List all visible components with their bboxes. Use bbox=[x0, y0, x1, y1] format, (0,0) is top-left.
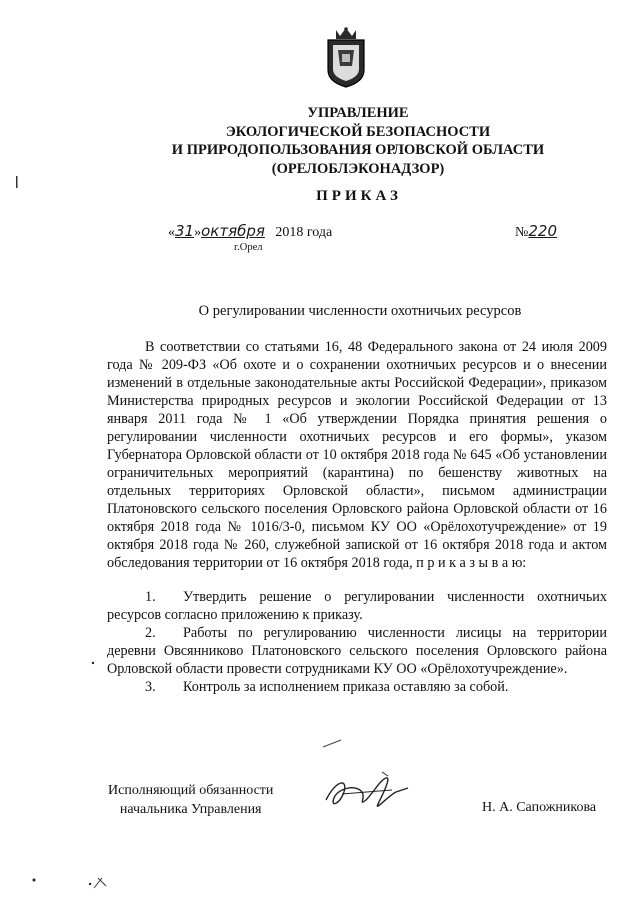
date-day: 31 bbox=[175, 222, 195, 240]
header-line: ЭКОЛОГИЧЕСКОЙ БЕЗОПАСНОСТИ bbox=[225, 123, 491, 140]
scan-speck-icon bbox=[30, 874, 130, 892]
item-text: Работы по регулированию численности лисицы на территории деревни Овсянниково Платоновского сельского поселения Орловского района Орловской области провести сотрудниками КУ ОО «Орёлохотучреждение». bbox=[107, 625, 607, 677]
number-value: 220 bbox=[528, 222, 557, 240]
subject-text: О регулировании численности охотничьих ресурсов bbox=[198, 303, 522, 319]
header-line: И ПРИРОДОПОЛЬЗОВАНИЯ ОРЛОВСКОЙ ОБЛАСТИ bbox=[171, 142, 545, 158]
item-number: 2. bbox=[145, 625, 156, 641]
preamble-paragraph: В соответствии со статьями 16, 48 Федерального закона от 24 июля 2009 года № 209-ФЗ «Об охоте и о сохранении охотничьих ресурсов и о внесении изменений в отдельные законодательные акты Российской Федерации», приказом Министерства природных ресурсов и экологии Российской Федерации от 13 января 2011 года № 1 «Об утверждении Порядка принятия решения о регулировании численности охотничьих ресурсов и его формы», указом Губернатора Орловской области от 10 октября 2018 года № 645 «Об установлении ограничительных мероприятий (карантина) по бешенству животных на отдельных территориях Орловской области», письмом администрации Платоновского сельского поселения Орловского района Орловской области от 16 октября 2018 года № 1016/3-0, письмом КУ ОО «Орёлохотучреждение» от 19 октября 2018 года № 260, служебной запиской от 16 октября 2018 года и актом обследования территории от 16 октября 2018 года, п р и к а з ы в а ю: bbox=[107, 339, 607, 571]
order-number bbox=[515, 222, 557, 241]
pen-stroke-icon bbox=[322, 738, 342, 748]
order-title-text: ПРИКАЗ bbox=[316, 188, 402, 204]
date-year: 2018 года bbox=[275, 225, 333, 240]
order-body bbox=[107, 338, 607, 696]
list-item bbox=[107, 624, 607, 678]
order-subject bbox=[0, 303, 640, 320]
document-type-title bbox=[0, 188, 640, 205]
position-line: Исполняющий обязанности bbox=[108, 783, 274, 798]
item-text: Утвердить решение о регулировании численности охотничьих ресурсов согласно приложению к приказу. bbox=[107, 589, 607, 623]
signatory-name: Н. А. Сапожникова bbox=[482, 800, 597, 815]
date-close-quote: » bbox=[194, 225, 202, 240]
coat-of-arms-icon bbox=[322, 26, 370, 88]
signatory-position bbox=[108, 781, 273, 819]
item-number: 1. bbox=[145, 589, 156, 605]
item-number: 3. bbox=[145, 679, 156, 695]
date-open-quote: « bbox=[168, 225, 175, 240]
order-date bbox=[168, 222, 332, 241]
list-item bbox=[107, 678, 607, 696]
header-line: (ОРЕЛОБЛЭКОНАДЗОР) bbox=[271, 160, 445, 177]
position-line: начальника Управления bbox=[119, 802, 262, 817]
handwritten-signature-icon bbox=[322, 770, 412, 816]
header-line: УПРАВЛЕНИЕ bbox=[307, 105, 409, 121]
date-month: октября bbox=[201, 222, 265, 240]
scan-speck-icon bbox=[90, 660, 100, 668]
scan-mark-icon bbox=[14, 176, 20, 188]
item-text: Контроль за исполнением приказа оставляю за собой. bbox=[183, 679, 509, 695]
number-prefix: № bbox=[515, 225, 529, 240]
list-item bbox=[107, 588, 607, 624]
issuer-header bbox=[0, 104, 640, 178]
order-city: г.Орел bbox=[234, 242, 263, 253]
